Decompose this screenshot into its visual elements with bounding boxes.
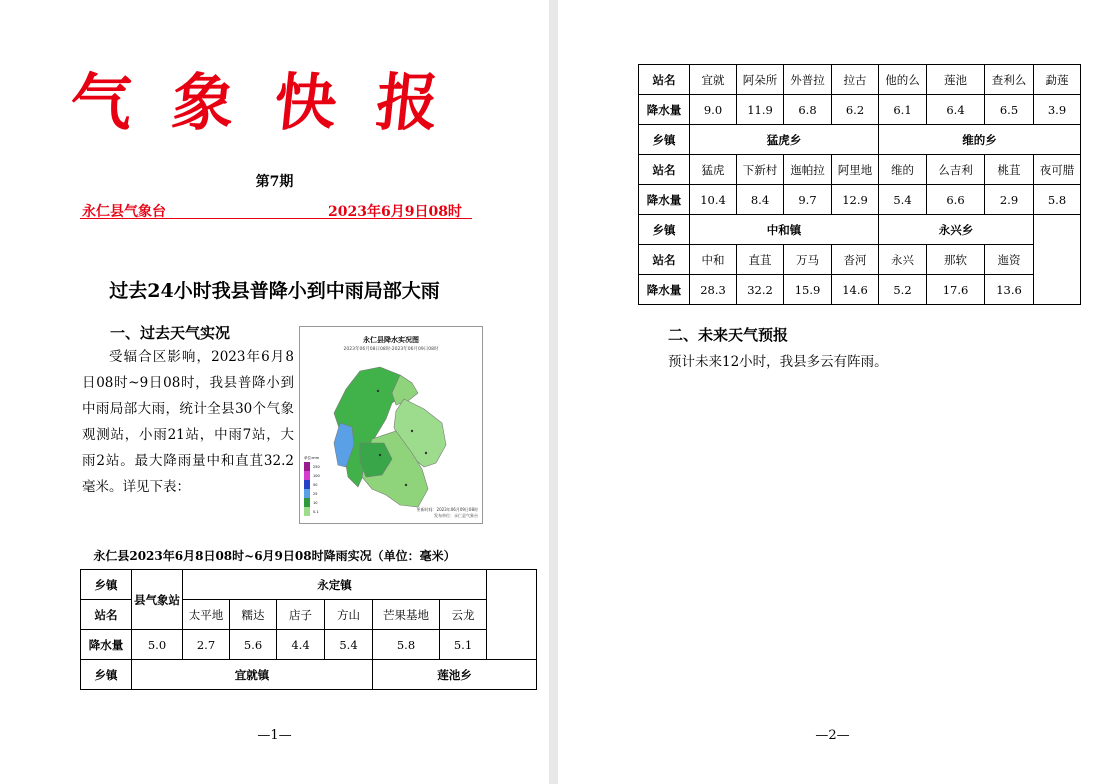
- rainfall-value: 5.4: [325, 630, 373, 660]
- map-update-time: 更新时间：2023年06月09日08时: [416, 507, 478, 512]
- station-name: 外普拉: [784, 65, 832, 95]
- masthead-title: 气象快报: [66, 66, 483, 139]
- station-name: 方山: [325, 600, 373, 630]
- rainfall-map: [299, 326, 483, 524]
- map-subtitle: 2023年06月08日08时-2023年06月09日08时: [343, 347, 439, 352]
- town-name: 中和镇: [690, 215, 879, 245]
- rainfall-label: 降水量: [639, 185, 690, 215]
- rainfall-value: 5.6: [230, 630, 277, 660]
- legend-value: 250: [313, 465, 320, 469]
- rainfall-value: 9.0: [690, 95, 737, 125]
- station-name: 太平地: [183, 600, 230, 630]
- town-name: 猛虎乡: [690, 125, 879, 155]
- station-name: 勐莲: [1034, 65, 1081, 95]
- headline: 过去24小时我县普降小到中雨局部大雨: [109, 280, 440, 302]
- station-name: 宜就: [690, 65, 737, 95]
- station-name: 那软: [927, 245, 985, 275]
- issue-date: 2023年6月9日08时: [328, 204, 462, 220]
- rainfall-value: 5.1: [440, 630, 487, 660]
- rainfall-label: 降水量: [639, 275, 690, 305]
- station-name: 迤资: [985, 245, 1034, 275]
- station-name: 中和: [690, 245, 737, 275]
- rainfall-value: 5.0: [132, 630, 183, 660]
- rainfall-value: 28.3: [690, 275, 737, 305]
- legend-value: 100: [313, 474, 320, 478]
- station-name: 直苴: [737, 245, 784, 275]
- station-name: 他的么: [879, 65, 927, 95]
- rainfall-value: 6.6: [927, 185, 985, 215]
- rainfall-value: 2.9: [985, 185, 1034, 215]
- empty-cell: [1034, 215, 1081, 305]
- town-label: 乡镇: [81, 660, 132, 690]
- issue-number: 第7期: [255, 174, 294, 190]
- station-label: 站名: [81, 600, 132, 630]
- section-2-title: 二、未来天气预报: [668, 326, 789, 344]
- station-name: 阿里地: [832, 155, 879, 185]
- station-label: 站名: [639, 65, 690, 95]
- rainfall-value: 2.7: [183, 630, 230, 660]
- rainfall-value: 14.6: [832, 275, 879, 305]
- town-name: 莲池乡: [373, 660, 537, 690]
- station-name: 万马: [784, 245, 832, 275]
- station-name: 云龙: [440, 600, 487, 630]
- town-label: 乡镇: [81, 570, 132, 600]
- station-name: 沓河: [832, 245, 879, 275]
- station-label: 站名: [639, 155, 690, 185]
- town-name: 永兴乡: [879, 215, 1034, 245]
- station-name: 猛虎: [690, 155, 737, 185]
- town-name: 宜就镇: [132, 660, 373, 690]
- town-label: 乡镇: [639, 125, 690, 155]
- town-name: 永定镇: [183, 570, 487, 600]
- rainfall-value: 5.8: [373, 630, 440, 660]
- station-name: 永兴: [879, 245, 927, 275]
- town-name: 维的乡: [879, 125, 1081, 155]
- rainfall-value: 32.2: [737, 275, 784, 305]
- legend-unit: 单位:mm: [304, 456, 319, 460]
- rainfall-label: 降水量: [639, 95, 690, 125]
- rainfall-value: 12.9: [832, 185, 879, 215]
- county-station-name: 县气象站: [132, 570, 183, 630]
- rainfall-value: 13.6: [985, 275, 1034, 305]
- station-name: 糯达: [230, 600, 277, 630]
- rainfall-value: 9.7: [784, 185, 832, 215]
- rainfall-value: 10.4: [690, 185, 737, 215]
- page-number: —2—: [815, 728, 850, 743]
- weather-summary-paragraph: 受辐合区影响，2023年6月8日08时~9日08时，我县普降小到中雨局部大雨，统计全县30个气象观测站，小雨21站，中雨7站，大雨2站。最大降雨量中和直苴32.2毫米。详见下表：: [82, 349, 294, 495]
- rainfall-label: 降水量: [81, 630, 132, 660]
- rainfall-value: 6.2: [832, 95, 879, 125]
- station-name: 阿朵所: [737, 65, 784, 95]
- red-divider-line: [80, 218, 472, 219]
- rainfall-value: 3.9: [1034, 95, 1081, 125]
- map-publisher: 发布单位：永仁县气象台: [434, 513, 478, 518]
- town-label: 乡镇: [639, 215, 690, 245]
- station-name: 芒果基地: [373, 600, 440, 630]
- empty-cell: [487, 570, 537, 660]
- map-title: 永仁县降水实况图: [363, 336, 419, 344]
- forecast-text: 预计未来12小时，我县多云有阵雨。: [668, 354, 888, 370]
- station-name: 迤帕拉: [784, 155, 832, 185]
- table-caption: 永仁县2023年6月8日08时~6月9日08时降雨实况（单位：毫米）: [93, 549, 456, 563]
- rainfall-table-part2: [638, 64, 1081, 305]
- station-name: 桃苴: [985, 155, 1034, 185]
- rainfall-table-part1: [80, 569, 537, 690]
- section-1-title: 一、过去天气实况: [110, 324, 231, 342]
- rainfall-value: 4.4: [277, 630, 325, 660]
- rainfall-value: 6.1: [879, 95, 927, 125]
- legend-value: 50: [313, 483, 318, 487]
- legend-value: 10: [313, 501, 318, 505]
- issuing-organization: 永仁县气象台: [82, 204, 166, 220]
- station-name: 店子: [277, 600, 325, 630]
- station-name: 查利么: [985, 65, 1034, 95]
- rainfall-value: 8.4: [737, 185, 784, 215]
- rainfall-value: 5.2: [879, 275, 927, 305]
- station-label: 站名: [639, 245, 690, 275]
- legend-value: 0.1: [313, 510, 319, 514]
- county-shape: [334, 367, 446, 507]
- rainfall-value: 6.4: [927, 95, 985, 125]
- page-gap: [549, 0, 558, 784]
- page-number: —1—: [257, 728, 292, 743]
- legend-value: 25: [313, 492, 318, 496]
- rainfall-value: 6.8: [784, 95, 832, 125]
- station-name: 下新村: [737, 155, 784, 185]
- rainfall-value: 17.6: [927, 275, 985, 305]
- document-page-2: [558, 0, 1107, 784]
- rainfall-value: 5.4: [879, 185, 927, 215]
- station-name: 么吉利: [927, 155, 985, 185]
- map-legend: [304, 455, 320, 516]
- rainfall-value: 6.5: [985, 95, 1034, 125]
- document-page-1: [0, 0, 549, 784]
- station-name: 拉古: [832, 65, 879, 95]
- rainfall-value: 5.8: [1034, 185, 1081, 215]
- station-name: 维的: [879, 155, 927, 185]
- rainfall-value: 11.9: [737, 95, 784, 125]
- rainfall-value: 15.9: [784, 275, 832, 305]
- station-name: 夜可腊: [1034, 155, 1081, 185]
- station-name: 莲池: [927, 65, 985, 95]
